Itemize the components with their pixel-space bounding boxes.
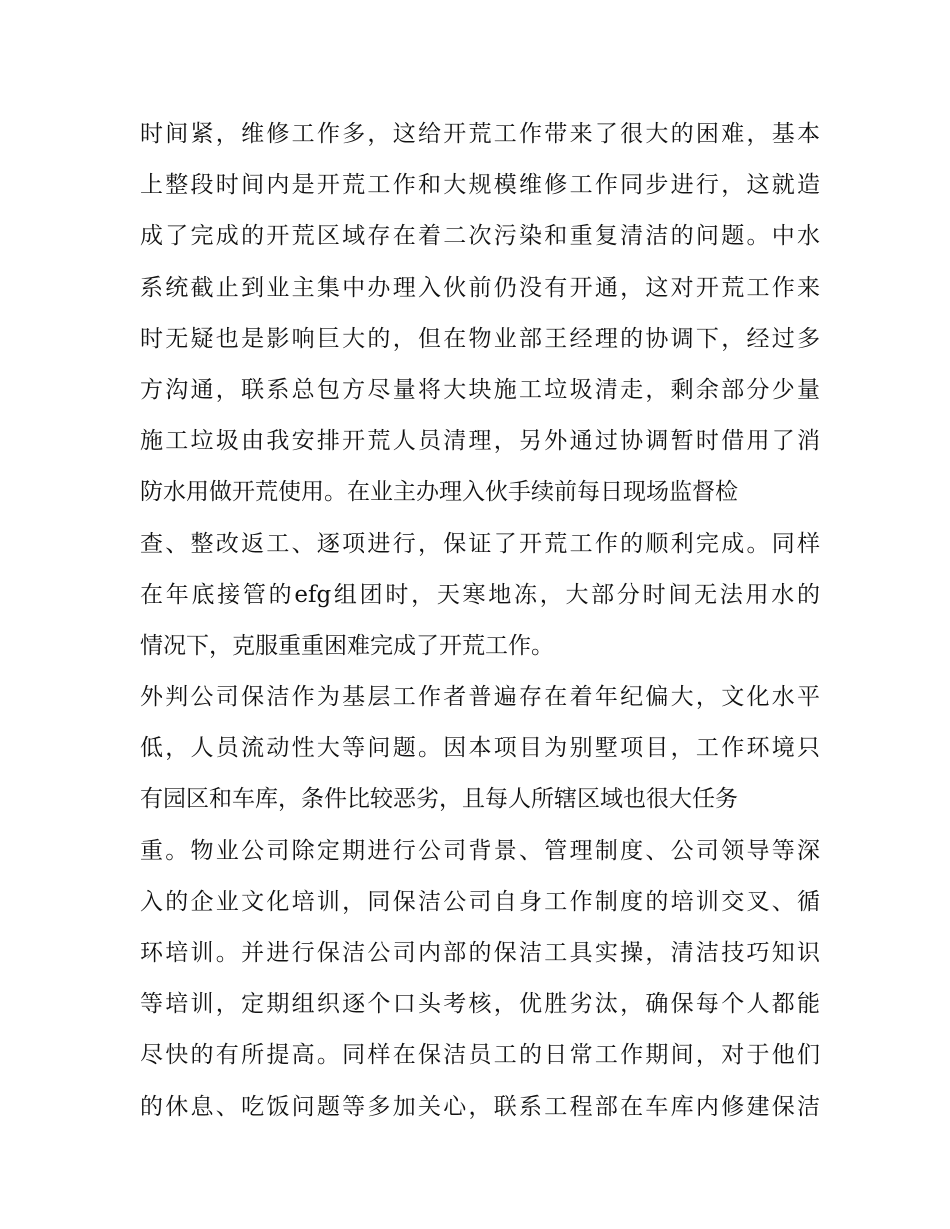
text-line: 上整段时间内是开荒工作和大规模维修工作同步进行，这就造: [140, 172, 820, 199]
text-line: 的休息、吃饭问题等多加关心，联系工程部在车库内修建保洁: [140, 1093, 820, 1120]
body-text: [140, 109, 820, 1133]
text-line: 外判公司保洁作为基层工作者普遍存在着年纪偏大，文化水平: [140, 684, 820, 711]
text-line: 时无疑也是影响巨大的，但在物业部王经理的协调下，经过多: [140, 325, 820, 352]
text-line: 在年底接管的efg组团时，天寒地冻，大部分时间无法用水的: [140, 581, 820, 608]
text-line: 入的企业文化培训，同保洁公司自身工作制度的培训交叉、循: [140, 888, 820, 915]
text-line: 成了完成的开荒区域存在着二次污染和重复清洁的问题。中水: [140, 223, 820, 250]
text-line: 环培训。并进行保洁公司内部的保洁工具实操，清洁技巧知识: [140, 940, 820, 966]
text-line: 系统截止到业主集中办理入伙前仍没有开通，这对开荒工作来: [140, 274, 820, 301]
paragraph: [140, 109, 820, 672]
text-line: 低，人员流动性大等问题。因本项目为别墅项目，工作环境只: [140, 735, 820, 762]
text-line: 尽快的有所提高。同样在保洁员工的日常工作期间，对于他们: [140, 1042, 820, 1069]
paragraph: [140, 672, 820, 1133]
text-line: 情况下，克服重重困难完成了开荒工作。: [140, 632, 554, 659]
text-line: 方沟通，联系总包方尽量将大块施工垃圾清走，剩余部分少量: [140, 376, 820, 403]
text-line: 防水用做开荒使用。在业主办理入伙手续前每日现场监督检: [140, 479, 738, 506]
text-line: 等培训，定期组织逐个口头考核，优胜劣汰，确保每个人都能: [140, 991, 820, 1018]
text-line: 施工垃圾由我安排开荒人员清理，另外通过协调暂时借用了消: [140, 428, 820, 455]
text-line: 有园区和车库，条件比较恶劣，且每人所辖区域也很大任务: [140, 786, 738, 813]
text-line: 时间紧，维修工作多，这给开荒工作带来了很大的困难，基本: [140, 121, 820, 147]
text-line: 查、整改返工、逐项进行，保证了开荒工作的顺利完成。同样: [140, 530, 820, 557]
text-line: 重。物业公司除定期进行公司背景、管理制度、公司领导等深: [140, 837, 820, 864]
